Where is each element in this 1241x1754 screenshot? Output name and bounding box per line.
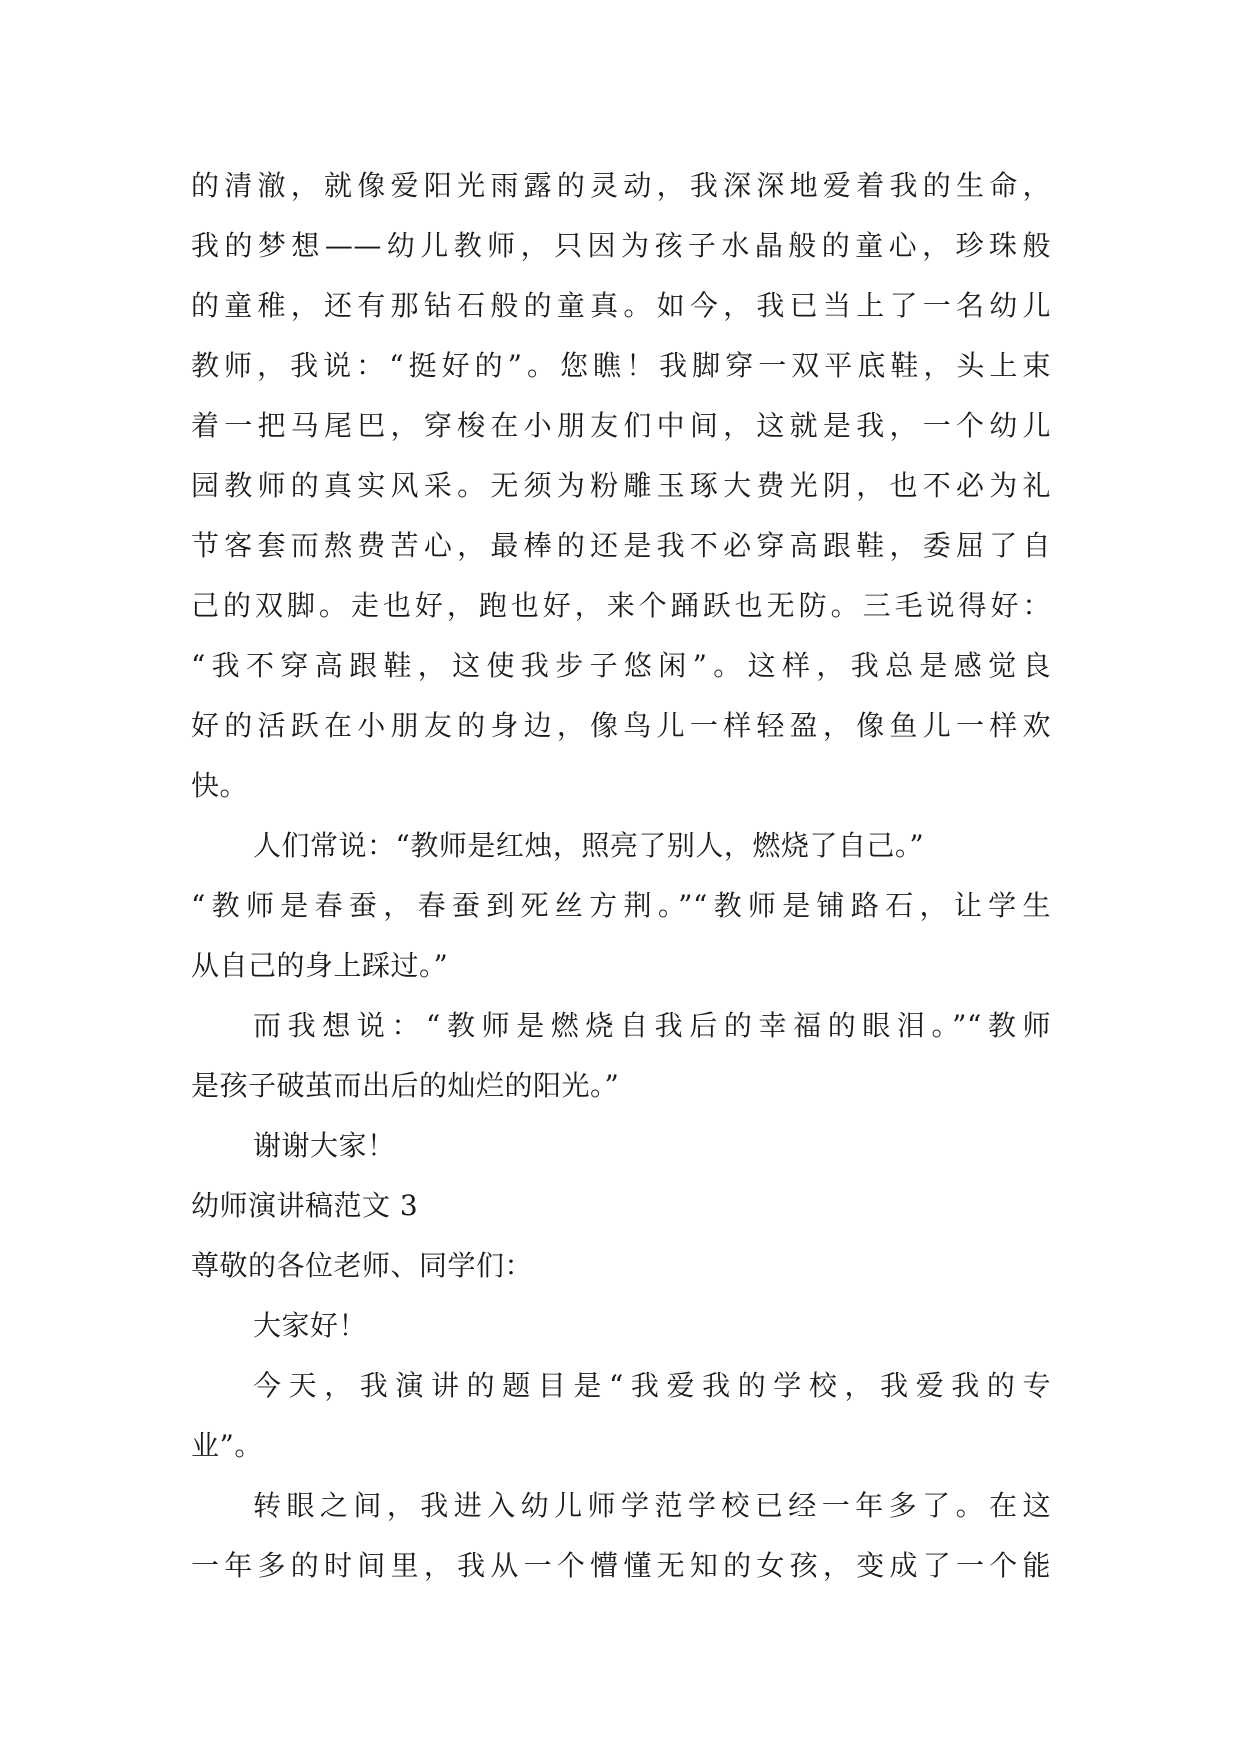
paragraph-line: 是孩子破茧而出后的灿烂的阳光。” <box>191 1069 620 1102</box>
paragraph-line: “教师是春蚕，春蚕到死丝方荆。”“教师是铺路石，让学生 <box>191 889 1051 922</box>
closing-line: 谢谢大家！ <box>253 1129 396 1162</box>
paragraph-line: 快。 <box>191 769 249 802</box>
paragraph-line: 教师，我说：“挺好的”。您瞧！我脚穿一双平底鞋，头上束 <box>191 349 1051 382</box>
section-heading: 幼师演讲稿范文 3 <box>191 1189 419 1222</box>
paragraph-line: 业”。 <box>191 1429 263 1462</box>
paragraph-line: 园教师的真实风采。无须为粉雕玉琢大费光阴，也不必为礼 <box>191 469 1051 502</box>
paragraph-line: 的清澈，就像爱阳光雨露的灵动，我深深地爱着我的生命， <box>191 169 1051 202</box>
paragraph-line: 我的梦想——幼儿教师，只因为孩子水晶般的童心，珍珠般 <box>191 229 1051 262</box>
paragraph-line: 的童稚，还有那钻石般的童真。如今，我已当上了一名幼儿 <box>191 289 1051 322</box>
paragraph-line: 己的双脚。走也好，跑也好，来个踊跃也无防。三毛说得好： <box>191 589 1051 622</box>
paragraph-line: 今天，我演讲的题目是“我爱我的学校，我爱我的专 <box>253 1369 1051 1402</box>
paragraph-line: 一年多的时间里，我从一个懵懂无知的女孩，变成了一个能 <box>191 1549 1051 1582</box>
paragraph-line: “我不穿高跟鞋，这使我步子悠闲”。这样，我总是感觉良 <box>191 649 1051 682</box>
salutation: 尊敬的各位老师、同学们： <box>191 1249 534 1282</box>
paragraph-line: 着一把马尾巴，穿梭在小朋友们中间，这就是我，一个幼儿 <box>191 409 1051 442</box>
greeting: 大家好！ <box>253 1309 368 1342</box>
paragraph-line: 好的活跃在小朋友的身边，像鸟儿一样轻盈，像鱼儿一样欢 <box>191 709 1051 742</box>
paragraph-line: 人们常说：“教师是红烛，照亮了别人，燃烧了自己。” <box>253 829 925 862</box>
document-body <box>191 156 1051 1596</box>
paragraph-line: 从自己的身上踩过。” <box>191 949 449 982</box>
paragraph-line: 转眼之间，我进入幼儿师学范学校已经一年多了。在这 <box>253 1489 1051 1522</box>
paragraph-line: 节客套而熬费苦心，最棒的还是我不必穿高跟鞋，委屈了自 <box>191 529 1051 562</box>
paragraph-line: 而我想说：“教师是燃烧自我后的幸福的眼泪。”“教师 <box>253 1009 1051 1042</box>
